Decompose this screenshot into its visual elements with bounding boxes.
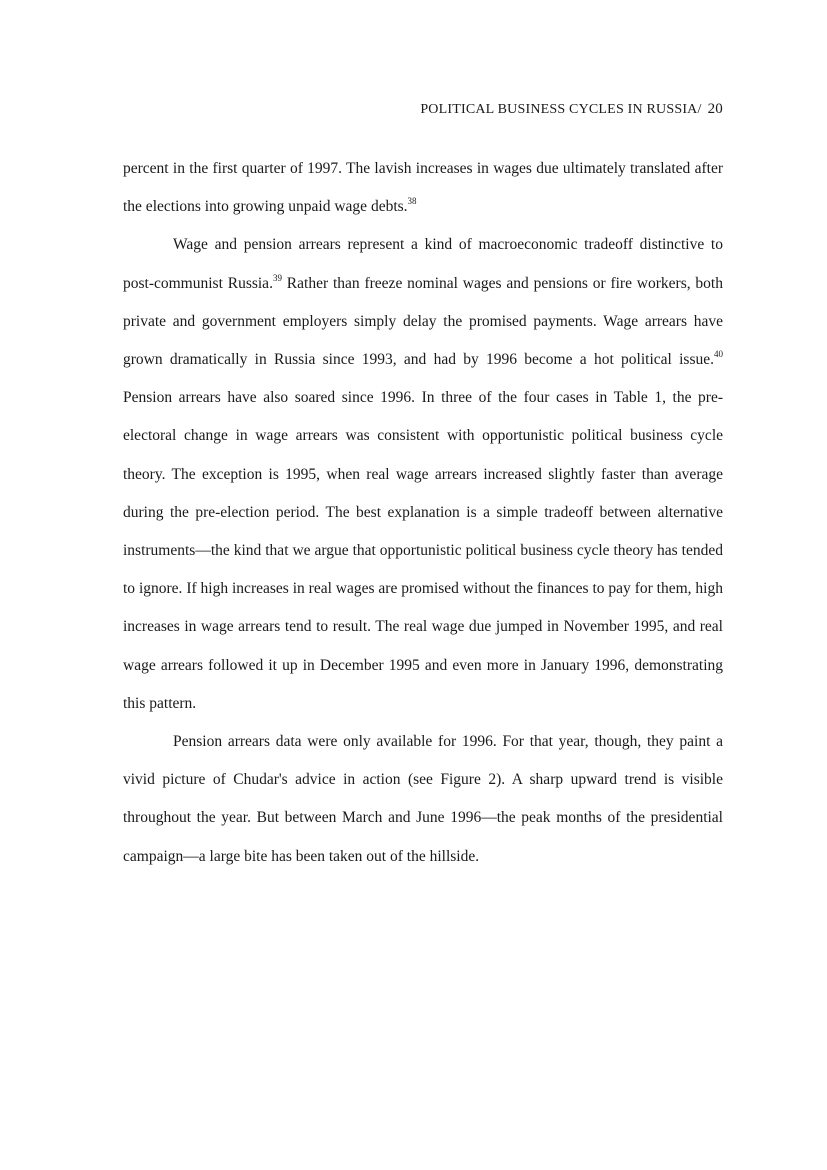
paragraph-1 — [123, 150, 723, 226]
footnote-ref-38: 38 — [407, 196, 417, 207]
footnote-ref-40: 40 — [714, 349, 723, 360]
body-text — [123, 150, 723, 876]
paragraph-text: Rather than freeze nominal wages and pensions or fire workers, both private and government employers simply delay the promised payments. Wage arrears have grown dramatically in Russia since 1993, and had by 1996 become a hot political issue. — [123, 274, 723, 369]
running-title: POLITICAL BUSINESS CYCLES IN RUSSIA/ — [420, 102, 702, 117]
paragraph-2 — [123, 226, 723, 723]
page-number: 20 — [707, 101, 723, 117]
running-header — [420, 101, 723, 118]
paragraph-text: Pension arrears data were only available for 1996. For that year, though, they paint a vivid picture of Chudar's advice in action (see Figure 2). A sharp upward trend is visible throughout the year. But between March and June 1996—the peak months of the presidential campaign—a large bite has been taken out of the hillside. — [123, 733, 723, 865]
paragraph-3 — [123, 723, 723, 876]
paragraph-text: Wage and pension arrears represent a kind of macroeconomic tradeoff distinctive to post-communist Russia. — [123, 236, 723, 292]
paragraph-text: percent in the first quarter of 1997. The lavish increases in wages due ultimately translated after the elections into growing unpaid wage debts. — [123, 160, 723, 216]
footnote-ref-39: 39 — [272, 272, 282, 283]
paragraph-text: Pension arrears have also soared since 1996. In three of the four cases in Table 1, the pre-electoral change in wage arrears was consistent with opportunistic political business cycle theory. The exception is 1995, when real wage arrears increased slightly faster than average during the pre-election period. The best explanation is a simple tradeoff between alternative instruments—the kind that we argue that opportunistic political business cycle theory has tended to ignore. If high increases in real wages are promised without the finances to pay for them, high increases in wage arrears tend to result. The real wage due jumped in November 1995, and real wage arrears followed it up in December 1995 and even more in January 1996, demonstrating this pattern. — [123, 389, 723, 712]
